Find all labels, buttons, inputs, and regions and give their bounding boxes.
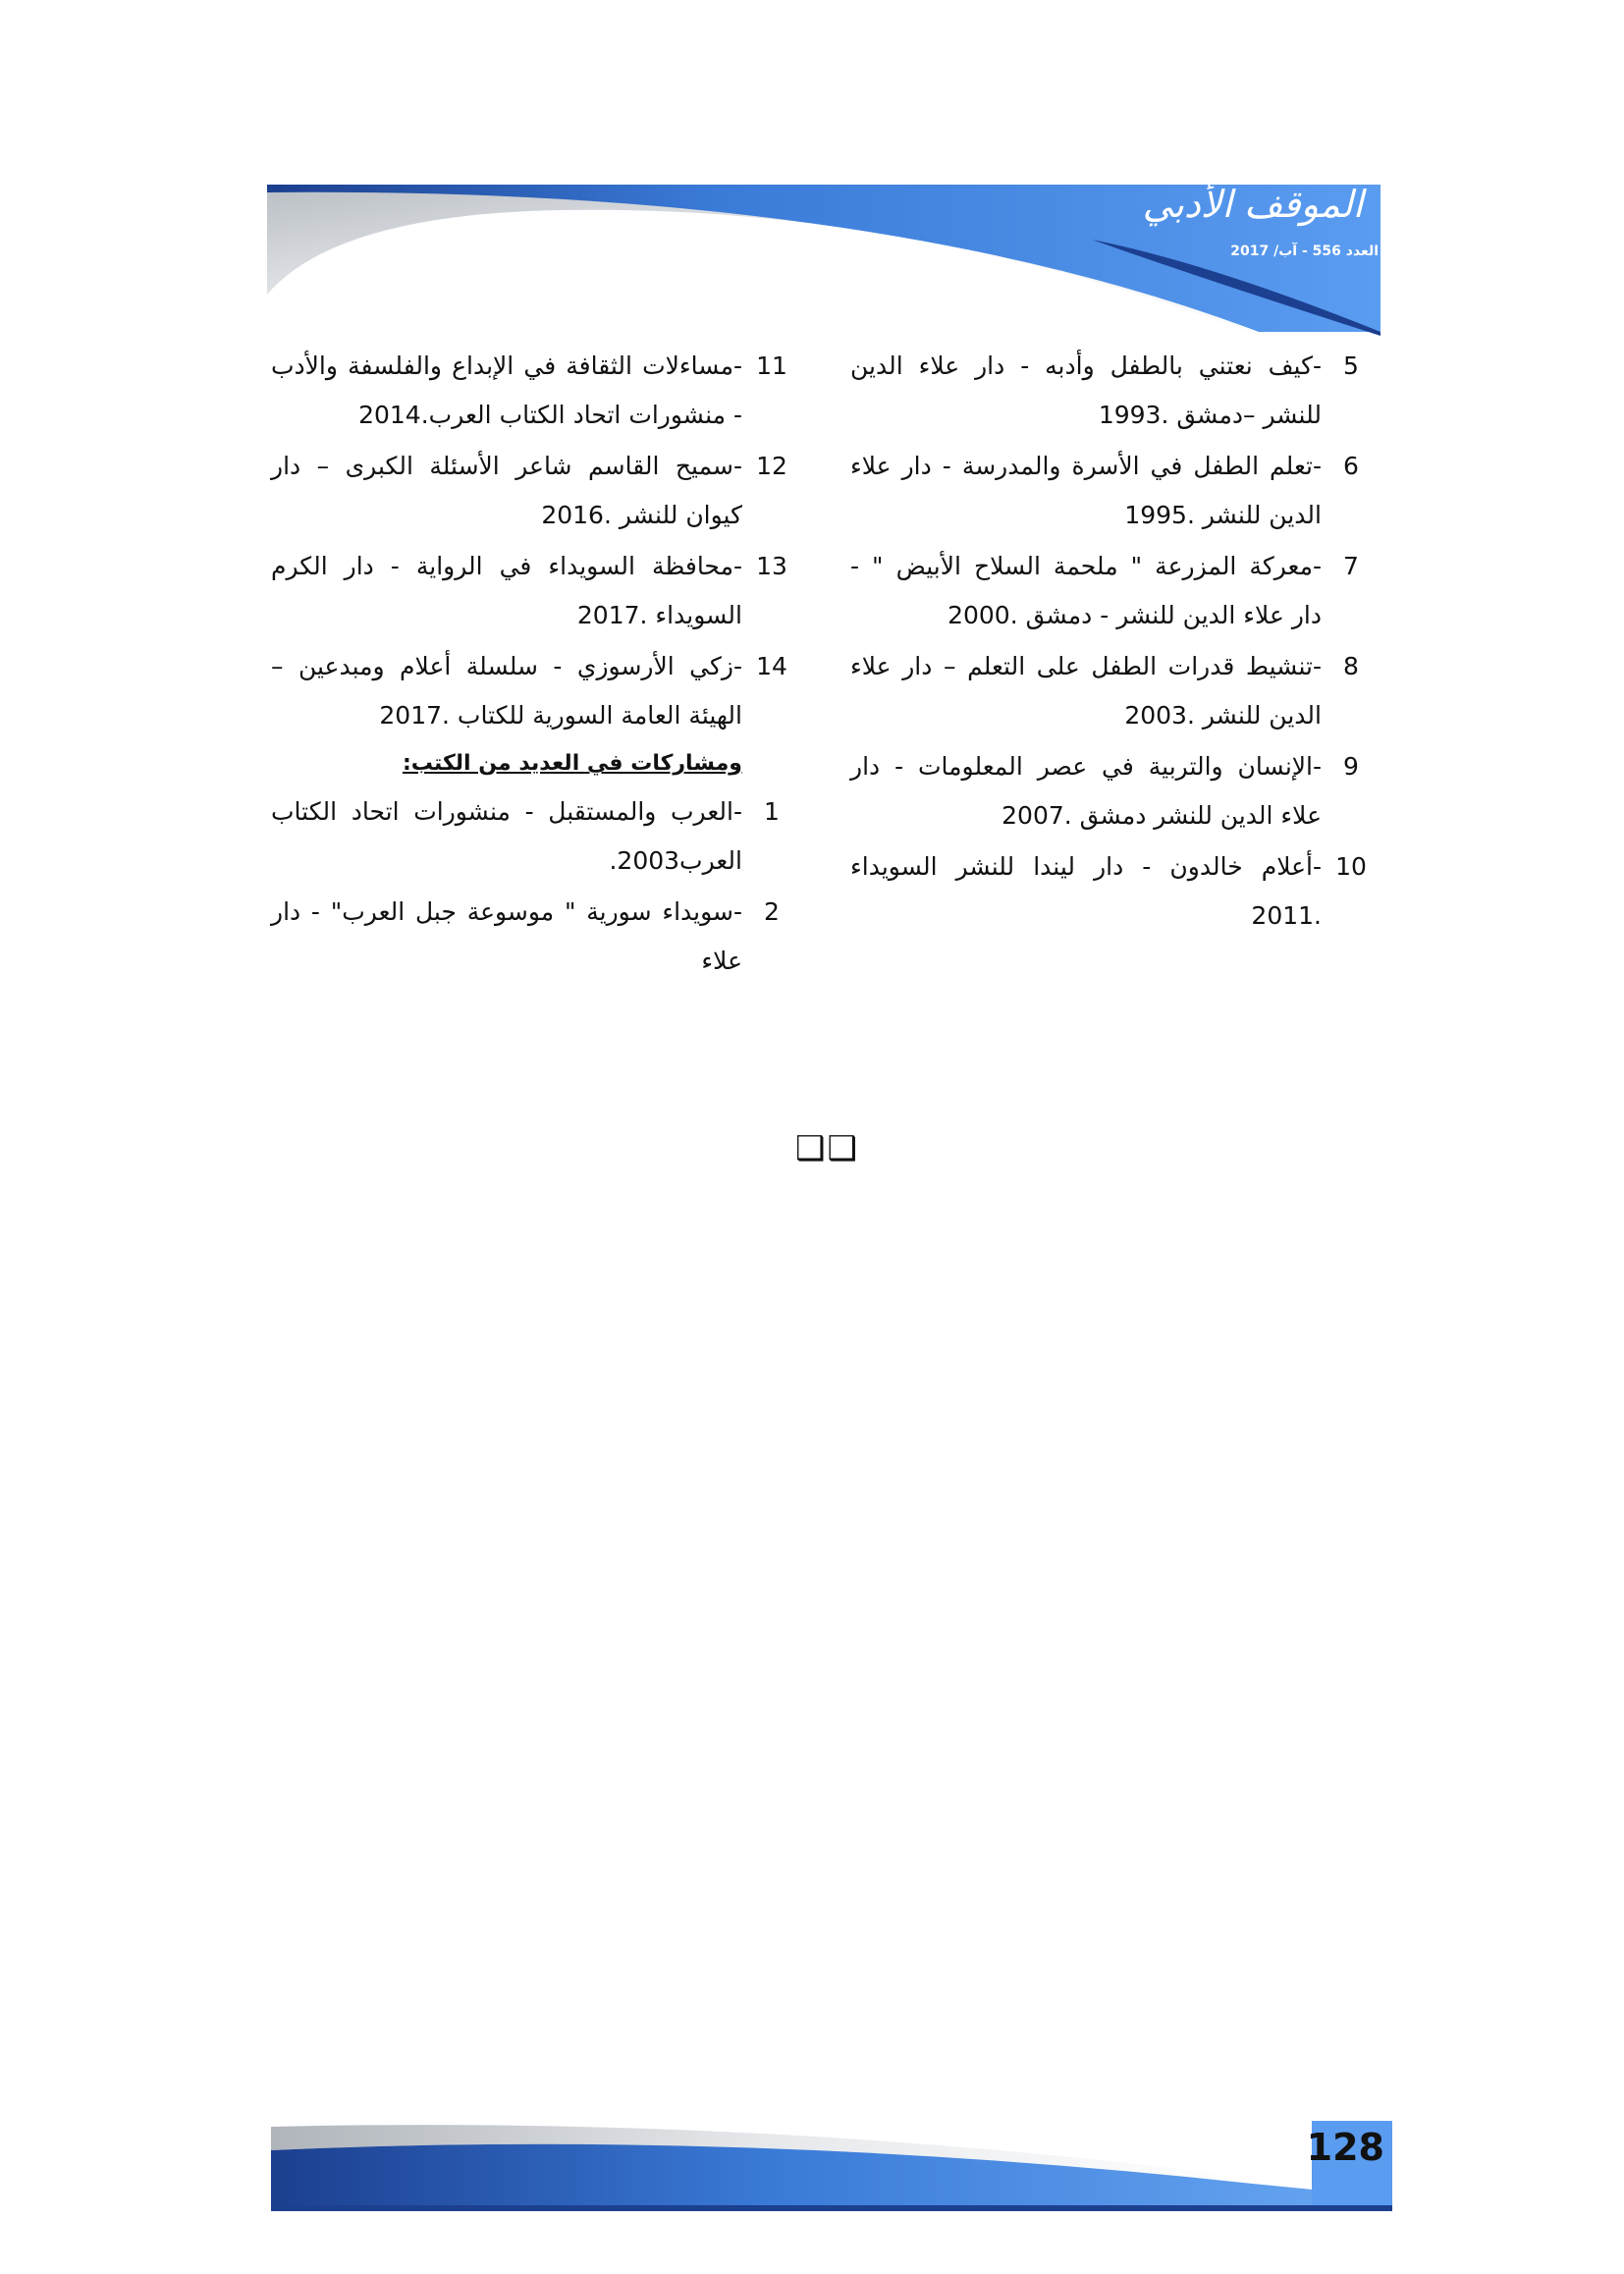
item-number: 6 (1343, 452, 1359, 480)
list-item (850, 542, 1380, 640)
item-text: -سويداء سورية " موسوعة جبل العرب" - دار علاء (271, 897, 742, 975)
list-item (850, 342, 1380, 440)
list-item (271, 787, 801, 886)
left-column (271, 342, 801, 988)
list-item (850, 442, 1380, 540)
list-item (271, 442, 801, 540)
item-text: -تعلم الطفل في الأسرة والمدرسة - دار علاء الدين للنشر .1995 (850, 452, 1322, 529)
item-number: 12 (756, 452, 787, 480)
item-number: 10 (1335, 852, 1367, 881)
item-text: -معركة المزرعة " ملحمة السلاح الأبيض " - دار علاء الدين للنشر - دمشق .2000 (850, 552, 1322, 629)
item-text: -الإنسان والتربية في عصر المعلومات - دار علاء الدين للنشر دمشق .2007 (850, 752, 1322, 830)
item-number: 7 (1343, 552, 1359, 580)
item-number: 1 (764, 797, 780, 826)
magazine-title: الموقف الأدبي (1142, 183, 1364, 226)
footer-banner-graphic (271, 2121, 1392, 2211)
list-item (271, 888, 801, 986)
item-text: -العرب والمستقبل - منشورات اتحاد الكتاب العرب2003. (271, 797, 742, 875)
list-item (271, 342, 801, 440)
item-text: -محافظة السويداء في الرواية - دار الكرم السويداء .2017 (271, 552, 742, 629)
item-text: -زكي الأرسوزي - سلسلة أعلام ومبدعين – الهيئة العامة السورية للكتاب .2017 (271, 652, 742, 730)
item-number: 9 (1343, 752, 1359, 781)
issue-info: العدد 556 - آب/ 2017 (1230, 244, 1379, 259)
item-text: -أعلام خالدون - دار ليندا للنشر السويداء .2011 (850, 852, 1322, 930)
item-number: 2 (764, 897, 780, 926)
item-text: -سميح القاسم شاعر الأسئلة الكبرى – دار كيوان للنشر .2016 (271, 452, 742, 529)
page-number: 128 (1306, 2126, 1384, 2169)
participations-heading: ومشاركات في العديد من الكتب: (402, 751, 742, 776)
item-text: -مساءلات الثقافة في الإبداع والفلسفة والأدب - منشورات اتحاد الكتاب العرب.2014 (271, 352, 742, 429)
item-number: 14 (756, 652, 787, 680)
list-item (850, 842, 1380, 941)
item-number: 8 (1343, 652, 1359, 680)
list-item (850, 742, 1380, 840)
end-of-article-mark: ❑❑ (795, 1129, 859, 1168)
item-text: -تنشيط قدرات الطفل على التعلم – دار علاء الدين للنشر .2003 (850, 652, 1322, 730)
list-item (271, 642, 801, 740)
right-column (850, 342, 1380, 943)
item-number: 5 (1343, 352, 1359, 380)
list-item (850, 642, 1380, 740)
item-number: 11 (756, 352, 787, 380)
item-text: -كيف نعتني بالطفل وأدبه - دار علاء الدين للنشر –دمشق .1993 (850, 352, 1322, 429)
footer-banner (271, 2121, 1392, 2211)
list-item (271, 542, 801, 640)
item-number: 13 (756, 552, 787, 580)
